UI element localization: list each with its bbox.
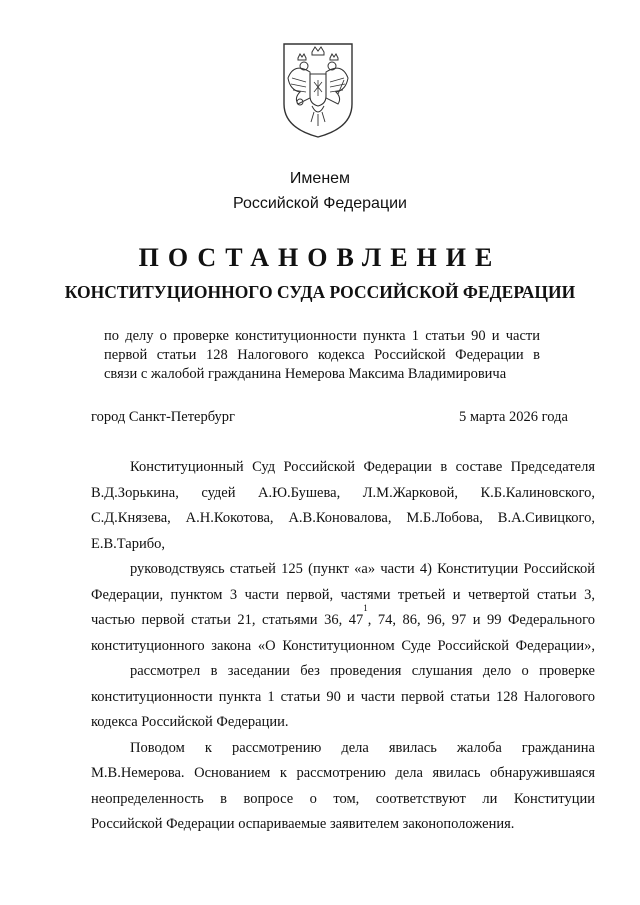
body-fragment: частью первой статьи 21, статьями 36, 47	[91, 612, 364, 628]
body-line: конституционного закона «О Конституционном Суде Российской Федерации»,	[91, 637, 595, 654]
subject-line: по делу о проверке конституционности пункта 1 статьи 90 и части	[104, 328, 540, 344]
superscript: 1	[363, 603, 368, 613]
russian-federation-line: Российской Федерации	[233, 195, 407, 212]
body-line: кодекса Российской Федерации.	[91, 714, 289, 730]
body-line: Федерации, пунктом 3 части первой, частями третьей и четвертой статьи 3,	[91, 586, 595, 603]
date-of-issue: 5 марта 2026 года	[459, 409, 568, 425]
coat-of-arms-icon	[280, 42, 356, 138]
body-line: Российской Федерации оспариваемые заявителем законоположения.	[91, 816, 515, 832]
document-body	[91, 455, 595, 838]
body-line: рассмотрел в заседании без проведения слушания дело о проверке	[130, 663, 595, 679]
body-line: руководствуясь статьей 125 (пункт «а» части 4) Конституции Российской	[130, 561, 595, 577]
document-title: ПОСТАНОВЛЕНИЕ	[138, 243, 502, 272]
body-line	[91, 603, 596, 634]
in-the-name-line: Именем	[289, 170, 351, 187]
body-line: В.Д.Зорькина, судей А.Ю.Бушева, Л.М.Жарковой, К.Б.Калиновского,	[91, 484, 595, 501]
body-line: конституционности пункта 1 статьи 90 и части первой статьи 128 Налогового	[91, 688, 595, 705]
subject-line: связи с жалобой гражданина Немерова Максима Владимировича	[104, 366, 507, 382]
body-fragment: , 74, 86, 96, 97 и 99 Федерального	[367, 612, 596, 628]
body-line: Конституционный Суд Российской Федерации в составе Председателя	[130, 459, 595, 475]
body-line: неопределенность в вопросе о том, соответствуют ли Конституции	[91, 790, 595, 807]
document-subtitle: КОНСТИТУЦИОННОГО СУДА РОССИЙСКОЙ ФЕДЕРАЦИИ	[64, 282, 576, 302]
body-line: Поводом к рассмотрению дела явилась жалоба гражданина	[130, 739, 595, 756]
body-line: С.Д.Князева, А.Н.Кокотова, А.В.Коновалова, М.Б.Лобова, В.А.Сивицкого,	[91, 510, 595, 526]
body-line: Е.В.Тарибо,	[91, 535, 165, 552]
case-subject	[104, 327, 540, 384]
body-line: М.В.Немерова. Основанием к рассмотрению дела явилась обнаружившаяся	[91, 765, 595, 781]
subject-line: первой статьи 128 Налогового кодекса Российской Федерации в	[104, 347, 540, 363]
place-of-issue: город Санкт-Петербург	[91, 409, 236, 425]
